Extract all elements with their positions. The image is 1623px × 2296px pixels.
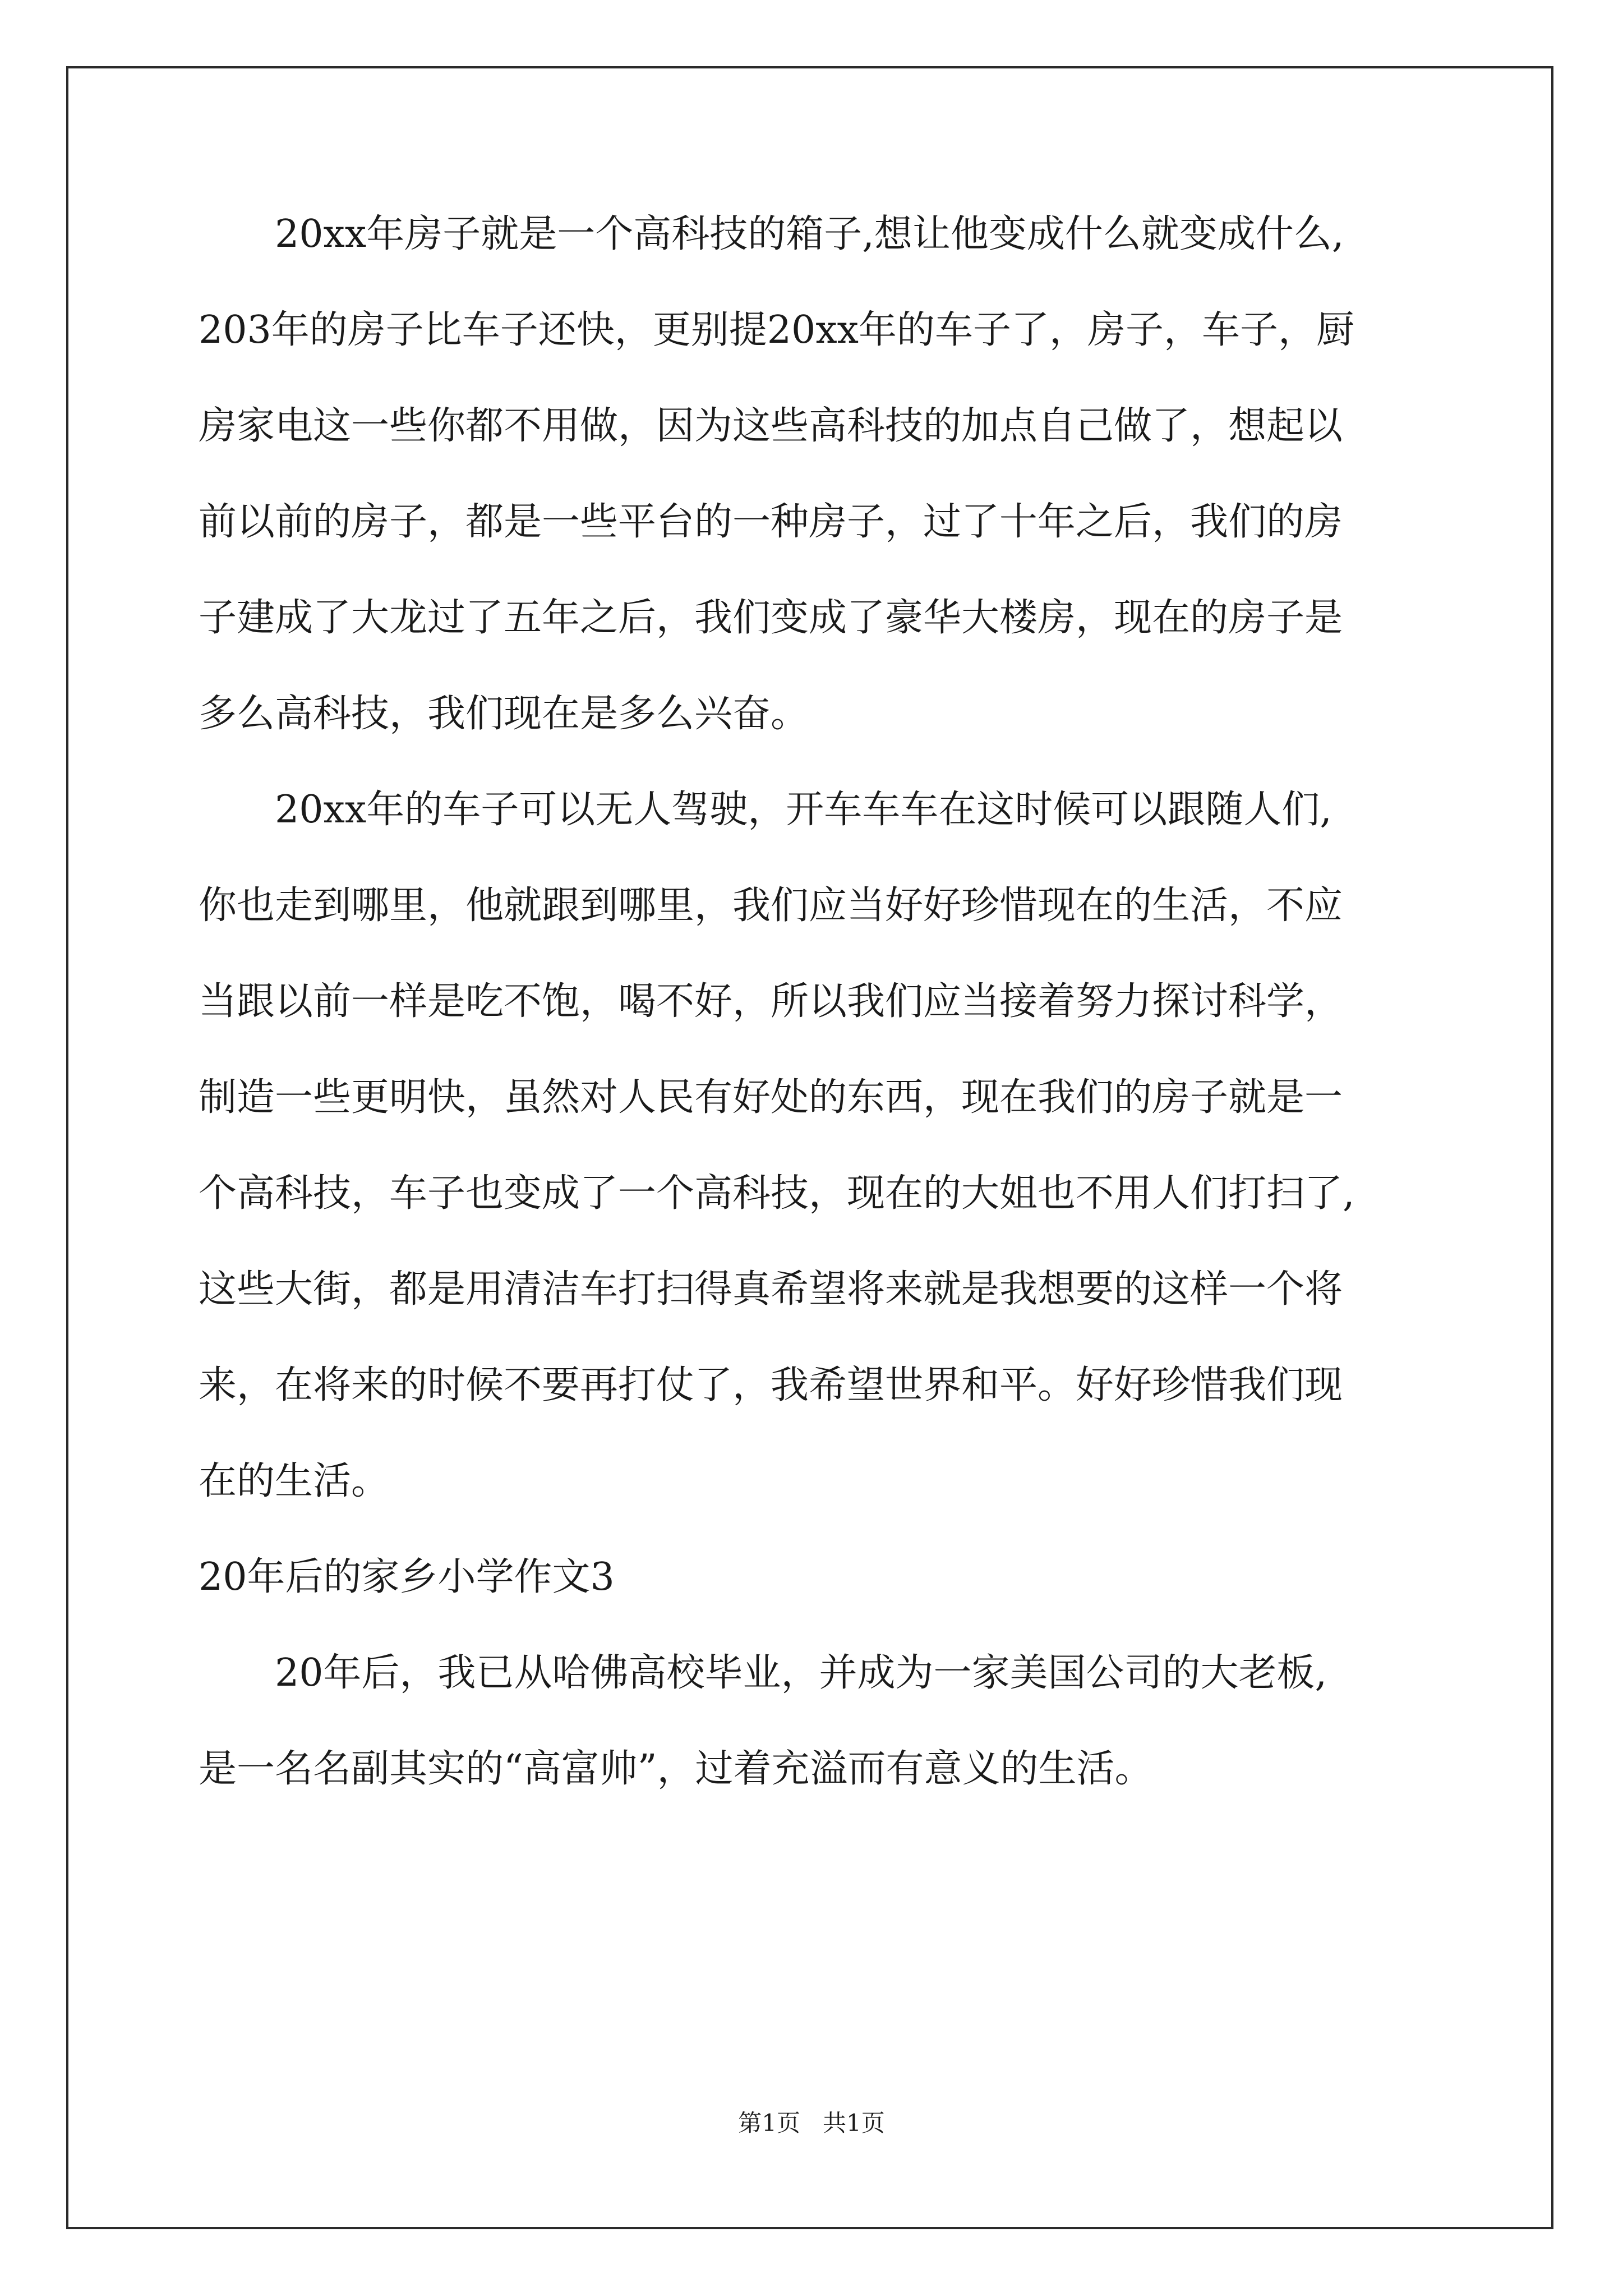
- text-line: 20xx年房子就是一个高科技的箱子,想让他变成什么就变成什么,: [275, 212, 1344, 256]
- text-line: 房家电这一些你都不用做，因为这些高科技的加点自己做了，想起以: [199, 404, 1343, 448]
- text-line: 个高科技，车子也变成了一个高科技，现在的大姐也不用人们打扫了,: [199, 1171, 1355, 1216]
- text-line: 你也走到哪里，他就跟到哪里，我们应当好好珍惜现在的生活，不应: [199, 884, 1343, 928]
- text-line: 子建成了大龙过了五年之后，我们变成了豪华大楼房，现在的房子是: [199, 596, 1343, 640]
- section-heading: 20年后的家乡小学作文3: [199, 1555, 615, 1599]
- text-line: 制造一些更明快，虽然对人民有好处的东西，现在我们的房子就是一: [199, 1075, 1343, 1120]
- text-line: 在的生活。: [199, 1459, 390, 1503]
- page-border: [66, 66, 1553, 2229]
- text-line: 来，在将来的时候不要再打仗了，我希望世界和平。好好珍惜我们现: [199, 1363, 1343, 1407]
- text-line: 当跟以前一样是吃不饱，喝不好，所以我们应当接着努力探讨科学，: [199, 979, 1343, 1024]
- text-line: 这些大街，都是用清洁车打扫得真希望将来就是我想要的这样一个将: [199, 1267, 1343, 1312]
- text-line: 多么高科技，我们现在是多么兴奋。: [199, 692, 809, 736]
- page-footer: 第1页 共1页: [738, 2109, 885, 2137]
- text-line: 20年后，我已从哈佛高校毕业，并成为一家美国公司的大老板,: [275, 1651, 1327, 1695]
- text-line: 前以前的房子，都是一些平台的一种房子，过了十年之后，我们的房: [199, 500, 1343, 544]
- text-line: 是一名名副其实的“高富帅”，过着充溢而有意义的生活。: [199, 1747, 1153, 1791]
- text-line: 203年的房子比车子还快，更别提20xx年的车子了，房子，车子，厨: [199, 308, 1355, 352]
- text-line: 20xx年的车子可以无人驾驶，开车车车在这时候可以跟随人们,: [275, 788, 1332, 832]
